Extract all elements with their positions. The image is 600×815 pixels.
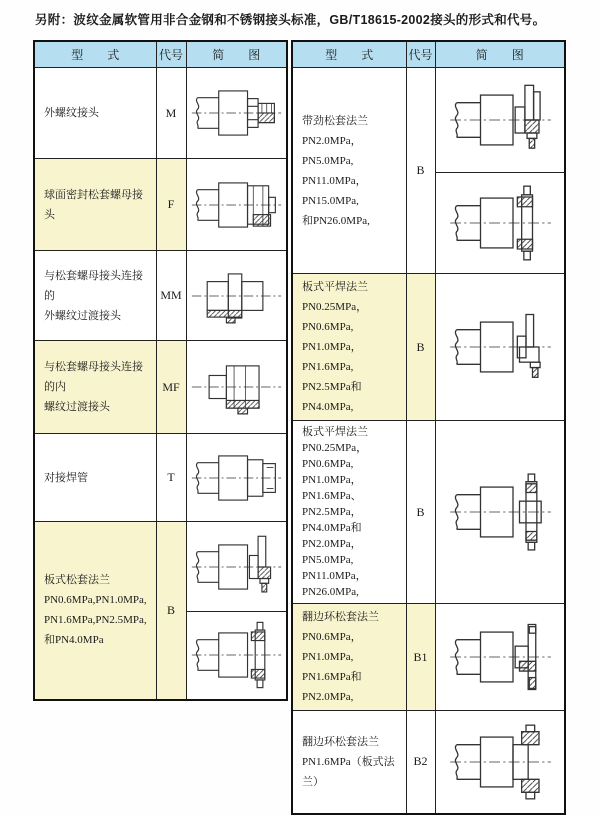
- diagram-male-adapter: [186, 251, 287, 341]
- type-plate-loose-flange: 板式松套法兰 PN0.6MPa,PN1.0MPa, PN1.6MPa,PN2.5MPa, 和PN4.0MPa: [34, 522, 156, 700]
- diagram-flared-flange-b1: [435, 604, 565, 711]
- fitting-drawing: [444, 473, 556, 551]
- table-row: [34, 434, 287, 522]
- header-type: 型 式: [34, 41, 156, 68]
- table-row: [292, 68, 565, 173]
- table-row: [292, 274, 565, 421]
- header-diagram: 简 图: [435, 41, 565, 68]
- diagram-sphere-seal-nut-joint: [186, 159, 287, 251]
- fitting-drawing: [444, 184, 556, 262]
- fitting-drawing: [444, 618, 556, 696]
- header-type: 型 式: [292, 41, 406, 68]
- fitting-table-right: [291, 40, 566, 815]
- fitting-drawing: [188, 78, 284, 148]
- diagram-neck-flange-bottom: [435, 173, 565, 274]
- code-cell: M: [156, 68, 186, 159]
- code-cell: B: [406, 68, 435, 274]
- table-row: [292, 604, 565, 711]
- fitting-drawing: [188, 352, 284, 422]
- fitting-table-left: [33, 40, 288, 701]
- diagram-plate-weld-flange: [435, 274, 565, 421]
- code-cell: B2: [406, 711, 435, 814]
- table-row: [34, 159, 287, 251]
- fitting-drawing: [444, 81, 556, 159]
- diagram-female-adapter: [186, 341, 287, 434]
- table-row: [292, 421, 565, 604]
- code-cell: MF: [156, 341, 186, 434]
- page-title: 另附：波纹金属软管用非合金钢和不锈钢接头标准，GB/T18615-2002接头的形式和代号。: [35, 13, 546, 27]
- code-cell: T: [156, 434, 186, 522]
- type-plate-weld-flange-low: 板式平焊法兰 PN0.25MPa，PN0.6MPa, PN1.0MPa，PN1.6MPa, PN2.5MPa和PN4.0MPa,: [292, 274, 406, 421]
- table-row: [34, 68, 287, 159]
- fitting-drawing: [188, 620, 284, 690]
- header-diagram: 简 图: [186, 41, 287, 68]
- type-flared-ring-flange-b1: 翻边环松套法兰 PN0.6MPa，PN1.0MPa, PN1.6MPa和PN2.0MPa,: [292, 604, 406, 711]
- type-flared-ring-flange-b2: 翻边环松套法兰 PN1.6MPa（板式法兰）: [292, 711, 406, 814]
- type-neck-loose-flange: 带劲松套法兰 PN2.0MPa，PN5.0MPa, PN11.0MPa，PN15.0MPa, 和PN26.0MPa,: [292, 68, 406, 274]
- code-cell: B: [156, 522, 186, 700]
- diagram-plate-weld-flange-full: [435, 421, 565, 604]
- table-row: [292, 711, 565, 814]
- diagram-neck-flange-top: [435, 68, 565, 173]
- code-cell: B: [406, 421, 435, 604]
- diagram-flared-flange-b2: [435, 711, 565, 814]
- table-row: [34, 522, 287, 612]
- code-cell: MM: [156, 251, 186, 341]
- fitting-drawing: [188, 443, 284, 513]
- type-sphere-seal-nut-joint: 球面密封松套螺母接头: [34, 159, 156, 251]
- diagram-plate-flange-back: [186, 612, 287, 700]
- fitting-drawing: [188, 170, 284, 240]
- fitting-drawing: [188, 261, 284, 331]
- fitting-drawing: [444, 308, 556, 386]
- fitting-drawing: [188, 532, 284, 602]
- header-code: 代号: [406, 41, 435, 68]
- type-female-adapter: 与松套螺母接头连接的内 螺纹过渡接头: [34, 341, 156, 434]
- code-cell: B: [406, 274, 435, 421]
- diagram-male-thread-joint: [186, 68, 287, 159]
- table-row: [34, 341, 287, 434]
- code-cell: F: [156, 159, 186, 251]
- diagram-plate-flange-front: [186, 522, 287, 612]
- table-header-row: [34, 41, 287, 68]
- table-header-row: [292, 41, 565, 68]
- type-male-thread-joint: 外螺纹接头: [34, 68, 156, 159]
- type-butt-weld-pipe: 对接焊管: [34, 434, 156, 522]
- type-male-adapter: 与松套螺母接头连接的 外螺纹过渡接头: [34, 251, 156, 341]
- header-code: 代号: [156, 41, 186, 68]
- diagram-butt-weld-pipe: [186, 434, 287, 522]
- code-cell: B1: [406, 604, 435, 711]
- fitting-drawing: [444, 723, 556, 801]
- table-row: [34, 251, 287, 341]
- type-plate-weld-flange-high: 板式平焊法兰 PN0.25MPa，PN0.6MPa, PN1.0MPa，PN1.6MPa、 PN2.5MPa，PN4.0MPa和 PN2.0MPa，PN5.0MPa, PN11.0MPa，PN26.0MPa,: [292, 421, 406, 604]
